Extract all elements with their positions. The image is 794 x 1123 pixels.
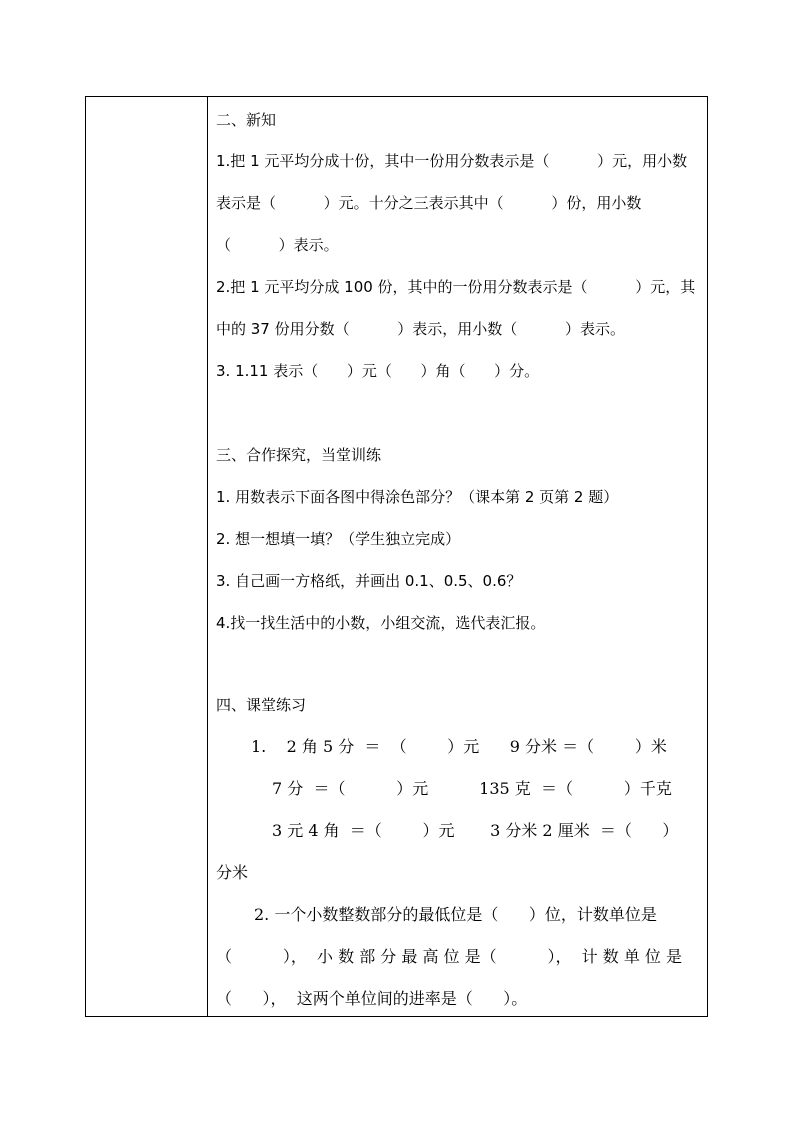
lesson-table bbox=[85, 96, 708, 1017]
section-heading-classroom-practice: 四、课堂练习 bbox=[216, 696, 307, 714]
exercise-1-row-2: 7 分 ＝（ ）元 135 克 ＝（ ）千克 bbox=[272, 779, 672, 798]
inquiry-item-1: 1. 用数表示下面各图中得涂色部分？（课本第 2 页第 2 题） bbox=[216, 488, 619, 506]
exercise-1-row-3: 3 元 4 角 ＝（ ）元 3 分米 2 厘米 ＝（ ） bbox=[272, 821, 679, 840]
question-1-line-3: （ ）表示。 bbox=[216, 236, 339, 254]
exercise-2-line-3: （ ）， 这两个单位间的进率是（ ）。 bbox=[216, 989, 528, 1008]
question-3-line-1: 3. 1.11 表示（ ）元（ ）角（ ）分。 bbox=[216, 362, 540, 380]
exercise-1-row-4: 分米 bbox=[216, 863, 249, 882]
question-2-line-2: 中的 37 份用分数（ ）表示，用小数（ ）表示。 bbox=[216, 320, 625, 338]
exercise-2-line-1: 2. 一个小数整数部分的最低位是（ ）位，计数单位是 bbox=[254, 905, 657, 924]
inquiry-item-3: 3. 自己画一方格纸，并画出 0.1、0.5、0.6？ bbox=[216, 572, 522, 590]
section-heading-new-knowledge: 二、新知 bbox=[216, 111, 277, 129]
question-1-line-2: 表示是（ ）元。十分之三表示其中（ ）份，用小数 bbox=[216, 194, 642, 212]
question-2-line-1: 2.把 1 元平均分成 100 份，其中的一份用分数表示是（ ）元，其 bbox=[216, 278, 696, 296]
question-1-line-1: 1.把 1 元平均分成十份，其中一份用分数表示是（ ）元，用小数 bbox=[216, 152, 688, 170]
column-divider bbox=[207, 96, 208, 1017]
exercise-2-line-2: （ ）， 小 数 部 分 最 高 位 是（ ）， 计 数 单 位 是 bbox=[216, 947, 683, 966]
inquiry-item-2: 2. 想一想填一填？（学生独立完成） bbox=[216, 530, 461, 548]
section-heading-cooperative-inquiry: 三、合作探究，当堂训练 bbox=[216, 446, 382, 464]
inquiry-item-4: 4.找一找生活中的小数，小组交流，选代表汇报。 bbox=[216, 614, 546, 632]
exercise-1-row-1: 1. 2 角 5 分 ＝ （ ）元 9 分米 ＝（ ）米 bbox=[251, 737, 667, 756]
